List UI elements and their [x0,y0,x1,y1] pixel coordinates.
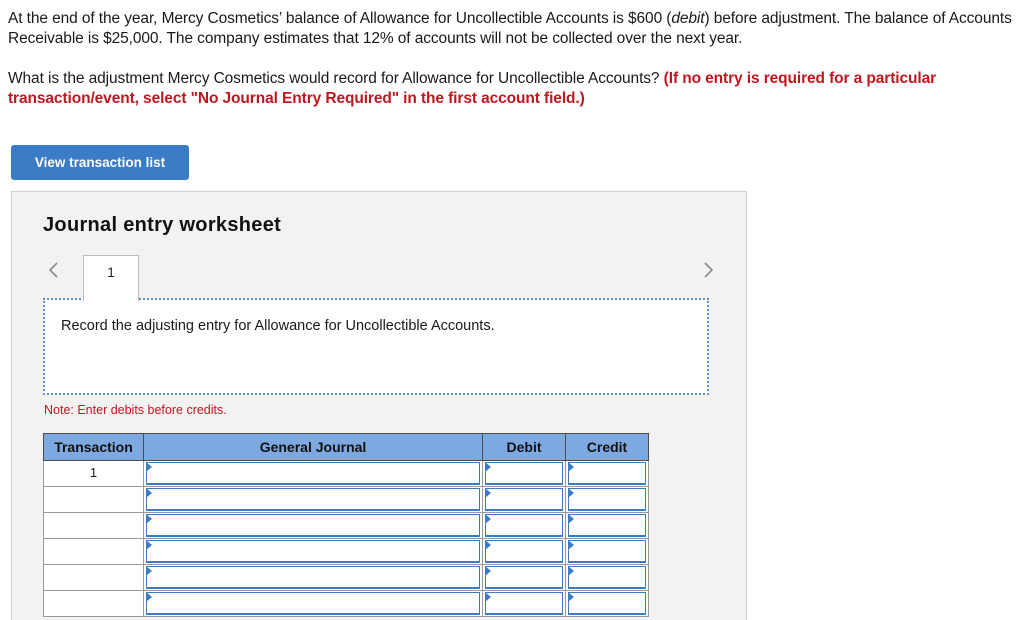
question-p2-instruction: (If no entry is required for a particular transaction/event, select "No Journal Entry Required" in the first account field.) [8,70,937,107]
credit-cell [566,539,649,565]
debit-cell [483,461,566,487]
debit-input[interactable] [485,488,563,511]
credit-input[interactable] [568,592,646,615]
dropdown-marker-icon [146,462,152,472]
worksheet-title: Journal entry worksheet [43,214,282,236]
table-row [44,513,649,539]
journal-table [43,433,649,617]
credit-cell [566,591,649,617]
input-marker-icon [568,514,574,524]
input-marker-icon [485,462,491,472]
debit-cell [483,487,566,513]
credit-input[interactable] [568,462,646,485]
transaction-cell: 1 [44,461,144,487]
header-transaction: Transaction [44,434,144,461]
journal-entry-worksheet-panel [11,191,747,620]
table-row [44,565,649,591]
debit-input[interactable] [485,462,563,485]
transaction-cell [44,591,144,617]
header-debit: Debit [483,434,566,461]
header-general-journal: General Journal [144,434,483,461]
table-row [44,539,649,565]
input-marker-icon [485,592,491,602]
debit-cell [483,591,566,617]
question-paragraph-2 [8,69,1016,109]
question-p2-text: What is the adjustment Mercy Cosmetics would record for Allowance for Uncollectible Accounts? [8,70,664,87]
question-p1-italic: debit [671,10,705,27]
entry-instruction-text: Record the adjusting entry for Allowance for Uncollectible Accounts. [61,318,495,334]
credit-cell [566,461,649,487]
general-journal-cell [144,461,483,487]
debit-input[interactable] [485,540,563,563]
question-paragraph-1 [8,9,1016,49]
debit-cell [483,513,566,539]
chevron-right-icon[interactable] [700,260,716,280]
input-marker-icon [568,566,574,576]
general-journal-cell [144,487,483,513]
transaction-cell [44,565,144,591]
table-row [44,461,649,487]
note-text: Note: Enter debits before credits. [44,403,227,417]
table-row [44,591,649,617]
credit-input[interactable] [568,566,646,589]
debit-input[interactable] [485,514,563,537]
general-journal-cell [144,539,483,565]
dropdown-marker-icon [146,540,152,550]
input-marker-icon [485,540,491,550]
input-marker-icon [568,592,574,602]
transaction-cell [44,539,144,565]
input-marker-icon [568,540,574,550]
header-credit: Credit [566,434,649,461]
account-select-input[interactable] [146,514,480,537]
view-transaction-list-button[interactable]: View transaction list [11,145,189,180]
chevron-left-icon[interactable] [46,260,62,280]
journal-table-header [44,434,649,461]
question-p1-part-b: ) before adjustment. The balance of Accounts Receivable is $25,000. The company estimates that 12% of accounts will not be collected over the next year. [8,10,1012,47]
credit-cell [566,487,649,513]
account-select-input[interactable] [146,488,480,511]
dropdown-marker-icon [146,592,152,602]
credit-input[interactable] [568,514,646,537]
account-select-input[interactable] [146,566,480,589]
table-row [44,487,649,513]
debit-cell [483,565,566,591]
dropdown-marker-icon [146,566,152,576]
dropdown-marker-icon [146,488,152,498]
input-marker-icon [568,488,574,498]
transaction-cell [44,487,144,513]
question-text [8,9,1016,109]
account-select-input[interactable] [146,540,480,563]
credit-cell [566,513,649,539]
general-journal-cell [144,565,483,591]
debit-cell [483,539,566,565]
credit-input[interactable] [568,488,646,511]
credit-input[interactable] [568,540,646,563]
question-p1-part-a: At the end of the year, Mercy Cosmetics’ balance of Allowance for Uncollectible Accounts is $600 ( [8,10,672,27]
account-select-input[interactable] [146,592,480,615]
entry-instruction-box [43,298,709,395]
tab-transaction-1[interactable]: 1 [83,255,139,301]
account-select-input[interactable] [146,462,480,485]
debit-input[interactable] [485,592,563,615]
input-marker-icon [485,514,491,524]
general-journal-cell [144,591,483,617]
input-marker-icon [485,566,491,576]
transaction-cell [44,513,144,539]
debit-input[interactable] [485,566,563,589]
input-marker-icon [568,462,574,472]
input-marker-icon [485,488,491,498]
dropdown-marker-icon [146,514,152,524]
credit-cell [566,565,649,591]
general-journal-cell [144,513,483,539]
